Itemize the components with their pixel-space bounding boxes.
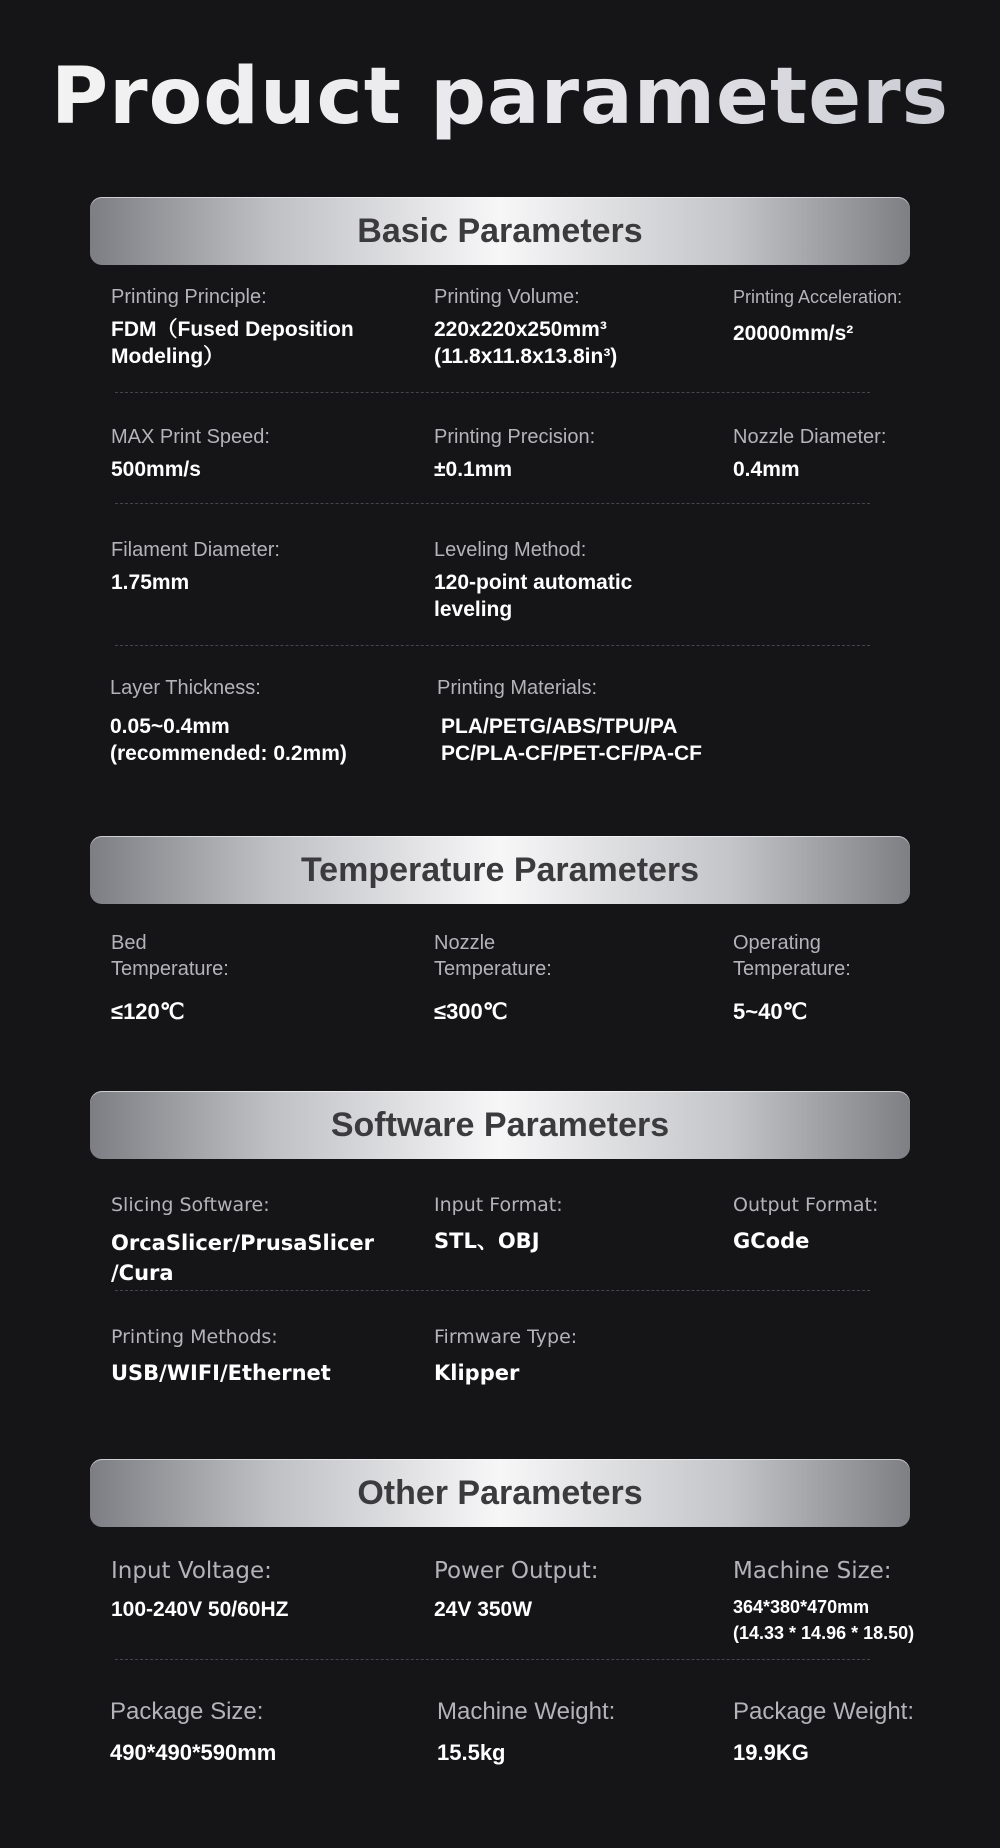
param-label: Printing Materials: (437, 677, 598, 699)
section-title-software: Software Parameters (330, 1106, 670, 1144)
param-label: Printing Precision: (434, 426, 596, 448)
param-label: Power Output: (434, 1558, 599, 1584)
param-value: 1.75mm (111, 571, 190, 594)
param-label: Package Size: (110, 1698, 264, 1725)
param-value: 220x220x250mm³ (11.8x11.8x13.8in³) (434, 318, 618, 368)
param-value: 5~40℃ (733, 999, 808, 1024)
param-input-voltage (111, 1556, 288, 1623)
param-label: Firmware Type: (434, 1326, 578, 1348)
param-label: Printing Volume: (434, 286, 580, 308)
section-title-other: Other Parameters (357, 1474, 643, 1512)
param-value: GCode (733, 1229, 810, 1253)
param-max-print-speed (111, 424, 270, 483)
param-label: Filament Diameter: (111, 539, 280, 561)
param-value: 0.05~0.4mm (recommended: 0.2mm) (110, 715, 347, 765)
param-label: Output Format: (733, 1194, 879, 1216)
param-label: Layer Thickness: (110, 677, 261, 699)
param-value: ≤120℃ (111, 999, 185, 1024)
param-value: 0.4mm (733, 458, 800, 481)
param-value: FDM（Fused Deposition Modeling） (111, 318, 354, 368)
section-banner-basic (90, 197, 910, 265)
section-banner-other (90, 1459, 910, 1527)
param-label: Nozzle Diameter: (733, 426, 887, 448)
param-operating-temperature (733, 930, 851, 1025)
param-value: OrcaSlicer/PrusaSlicer /Cura (111, 1231, 375, 1285)
param-label: MAX Print Speed: (111, 426, 270, 448)
param-output-format (733, 1192, 878, 1255)
param-value: 490*490*590mm (110, 1740, 277, 1765)
param-value: USB/WIFI/Ethernet (111, 1361, 331, 1385)
param-machine-size (733, 1556, 914, 1646)
param-package-size (110, 1697, 276, 1766)
param-printing-precision (434, 424, 595, 483)
section-title-basic: Basic Parameters (357, 212, 643, 250)
param-value: ≤300℃ (434, 999, 508, 1024)
param-layer-thickness (110, 675, 347, 767)
param-value: 364*380*470mm (14.33 * 14.96 * 18.50) (733, 1597, 915, 1643)
section-banner-temperature (90, 836, 910, 904)
param-leveling-method (434, 537, 632, 623)
param-power-output (434, 1556, 599, 1623)
param-value: Klipper (434, 1361, 520, 1385)
param-value: ±0.1mm (434, 458, 513, 481)
param-printing-principle (111, 284, 354, 370)
param-label: Leveling Method: (434, 539, 587, 561)
row-divider (115, 1290, 870, 1291)
param-value: 19.9KG (733, 1740, 809, 1765)
param-label: Input Format: (434, 1194, 563, 1216)
param-nozzle-temperature (434, 930, 552, 1025)
param-value: PLA/PETG/ABS/TPU/PA PC/PLA-CF/PET-CF/PA-CF (441, 715, 702, 765)
param-label: Machine Size: (733, 1558, 892, 1584)
param-bed-temperature (111, 930, 229, 1025)
row-divider (115, 503, 870, 504)
param-label: Slicing Software: (111, 1194, 270, 1216)
param-label: Machine Weight: (437, 1698, 616, 1725)
param-value: 24V 350W (434, 1598, 533, 1621)
param-value: 500mm/s (111, 458, 201, 481)
param-label: Printing Methods: (111, 1326, 278, 1348)
section-title-temperature: Temperature Parameters (300, 851, 700, 889)
param-label: Printing Acceleration: (733, 287, 903, 307)
param-nozzle-diameter (733, 424, 886, 483)
param-value: 100-240V 50/60HZ (111, 1598, 289, 1621)
param-firmware-type (434, 1324, 577, 1387)
param-label: Package Weight: (733, 1698, 914, 1725)
param-value: STL、OBJ (434, 1229, 540, 1253)
param-machine-weight (437, 1697, 615, 1766)
param-label: Input Voltage: (111, 1558, 272, 1584)
param-package-weight (733, 1697, 914, 1766)
param-label: Bed Temperature: (111, 932, 229, 980)
section-banner-software (90, 1091, 910, 1159)
row-divider (115, 1659, 870, 1660)
param-printing-methods (111, 1324, 331, 1387)
row-divider (115, 392, 870, 393)
param-slicing-software (111, 1192, 374, 1288)
param-filament-diameter (111, 537, 280, 596)
param-label: Operating Temperature: (733, 932, 851, 980)
row-divider (115, 645, 870, 646)
param-label: Nozzle Temperature: (434, 932, 552, 980)
param-value: 20000mm/s² (733, 322, 854, 345)
param-printing-materials (437, 675, 702, 767)
page-title: Product parameters (0, 52, 1000, 142)
param-label: Printing Principle: (111, 286, 267, 308)
param-value: 15.5kg (437, 1740, 506, 1765)
param-input-format (434, 1192, 563, 1255)
param-printing-acceleration (733, 284, 902, 347)
param-printing-volume (434, 284, 617, 370)
param-value: 120-point automatic leveling (434, 571, 633, 621)
